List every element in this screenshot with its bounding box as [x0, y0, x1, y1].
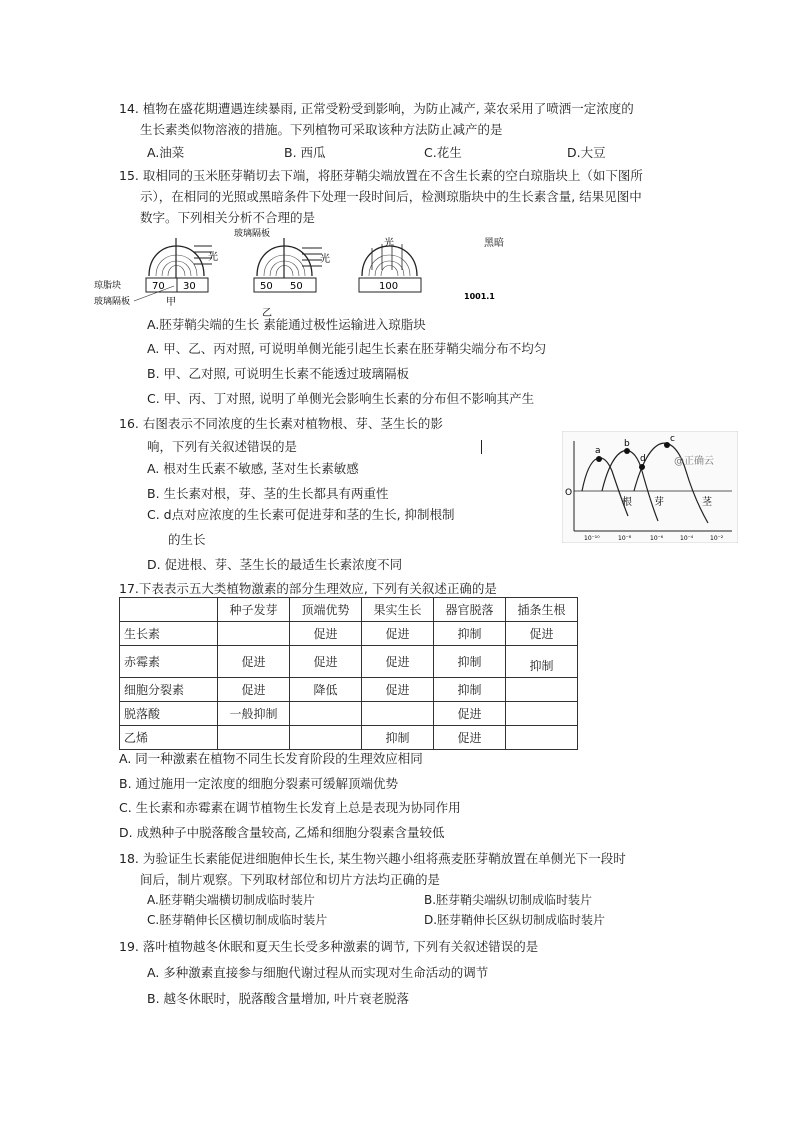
q18-stem-line1: 18. 为验证生长素能促进细胞伸长生长, 某生物兴趣小组将燕麦胚芽鞘放置在单侧光下一段时 [119, 851, 626, 866]
glass-plate-label-yi: 玻璃隔板 [234, 229, 271, 239]
q15-stem-line2: 示），在相同的光照或黑暗条件下处理一段时间后，检测琼脂块中的生长素含量, 结果见图中 [140, 189, 642, 204]
table-header-row [120, 598, 578, 622]
q17-option-c: C. 生长素和赤霉素在调节植物生长发育上总是表现为协同作用 [119, 800, 461, 815]
q14-option-c: C.花生 [424, 145, 462, 160]
table-row-label: 赤霉素 [120, 646, 218, 678]
table-row-label: 细胞分裂素 [120, 678, 218, 702]
q17-option-a: A. 同一种激素在植物不同生长发育阶段的生理效应相同 [119, 751, 423, 766]
table-row-label: 脱落酸 [120, 702, 218, 726]
table-row [120, 678, 578, 702]
q16-option-a: A. 根对生氏素不敏感, 茎对生长素敏感 [147, 461, 359, 476]
text-cursor-mark [481, 440, 482, 454]
table-cell [506, 702, 578, 726]
label-jia: 甲 [166, 297, 176, 308]
bud-label: 芽 [654, 497, 664, 508]
table-header-cell: 顶端优势 [290, 598, 362, 622]
x-tick-4: 10⁻⁴ [680, 535, 694, 542]
table-row-label: 乙烯 [120, 726, 218, 750]
x-tick-1: 10⁻¹⁰ [584, 535, 600, 542]
q15-stem-line3: 数字。下列相关分析不合理的是 [140, 210, 316, 225]
q18-stem-line2: 间后，制片观察。下列取材部位和切片方法均正确的是 [140, 872, 441, 887]
q16-option-c-cont: 的生长 [168, 532, 206, 547]
table-cell: 抑制 [362, 726, 434, 750]
q15-option-a2: A. 甲、乙、丙对照, 可说明单侧光能引起生长素在胚芽鞘尖端分布不均匀 [147, 341, 547, 356]
q14-stem-line1: 14. 植物在盛花期遭遇连续暴雨, 正常受粉受到影响，为防止减产, 菜农采用了喷洒一定浓度的 [119, 101, 634, 116]
light-label-jia: 光 [208, 252, 218, 263]
x-tick-2: 10⁻⁸ [618, 535, 632, 542]
table-cell [218, 622, 290, 646]
q14-option-d: D.大豆 [567, 145, 606, 160]
table-cell: 促进 [506, 622, 578, 646]
table-header-cell: 果实生长 [362, 598, 434, 622]
table-cell: 抑制 [434, 678, 506, 702]
table-cell [218, 726, 290, 750]
table-row [120, 646, 578, 678]
q18-option-c: C.胚芽鞘伸长区横切制成临时装片 [147, 913, 328, 927]
table-header-cell: 种子发芽 [218, 598, 290, 622]
table-cell: 促进 [218, 678, 290, 702]
q16-option-d: D. 促进根、芽、茎生长的最适生长素浓度不同 [147, 557, 403, 572]
q15-option-a: A.胚芽鞘尖端的生长 素能通过极性运输进入琼脂块 [147, 317, 426, 332]
table-cell: 促进 [218, 646, 290, 678]
table-cell [506, 726, 578, 750]
q16-option-b: B. 生长素对根，芽、茎的生长都具有两重性 [147, 486, 389, 501]
table-cell [362, 702, 434, 726]
origin-label: O [565, 488, 573, 498]
table-row [120, 622, 578, 646]
light-label-bing: 光 [384, 238, 394, 249]
root-label: 根 [622, 497, 632, 508]
hormone-effects-table [119, 597, 578, 750]
table-header-cell: 器官脱落 [434, 598, 506, 622]
q17-option-b: B. 通过施用一定浓度的细胞分裂素可缓解顶端优势 [119, 776, 399, 791]
point-d-label: d [640, 454, 646, 464]
point-b-label: b [624, 439, 630, 449]
agar-value-yi-right: 50 [290, 281, 303, 292]
light-label-yi: 光 [320, 254, 330, 265]
table-cell: 促进 [290, 646, 362, 678]
q18-option-d: D.胚芽鞘伸长区纵切制成临时装片 [424, 913, 606, 927]
q18-option-a: A.胚芽鞘尖端横切制成临时装片 [147, 893, 315, 907]
table-cell: 促进 [290, 622, 362, 646]
point-a [596, 456, 602, 462]
table-cell [290, 726, 362, 750]
dark-label: 黑暗 [484, 238, 504, 249]
agar-value-jia-left: 70 [152, 281, 165, 292]
table-cell: 促进 [434, 702, 506, 726]
q16-stem-line2: 响，下列有关叙述错误的是 [147, 439, 298, 454]
table-cell: 促进 [434, 726, 506, 750]
q19-option-b: B. 越冬休眠时，脱落酸含量增加, 叶片衰老脱落 [147, 991, 409, 1006]
q19-stem: 19. 落叶植物越冬休眠和夏天生长受多种激素的调节, 下列有关叙述错误的是 [119, 939, 539, 954]
agar-value-ding: 1001.1 [464, 292, 495, 301]
point-d [639, 464, 645, 470]
table-row [120, 702, 578, 726]
table-cell: 一般抑制 [218, 702, 290, 726]
x-tick-3: 10⁻⁶ [650, 535, 664, 542]
setup-bing [359, 236, 421, 292]
setup-yi [234, 227, 330, 318]
glass-plate-label-jia: 玻璃隔板 [94, 297, 131, 307]
auxin-concentration-graph [562, 431, 738, 543]
table-header-cell: 插条生根 [506, 598, 578, 622]
q18-option-b: B.胚芽鞘尖端纵切制成临时装片 [424, 893, 593, 907]
table-cell [290, 702, 362, 726]
q15-option-b: B. 甲、乙对照, 可说明生长素不能透过玻璃隔板 [147, 366, 409, 381]
table-row-label: 生长素 [120, 622, 218, 646]
q15-option-c: C. 甲、丙、丁对照, 说明了单侧光会影响生长素的分布但不影响其产生 [147, 391, 535, 406]
table-cell: 降低 [290, 678, 362, 702]
q17-option-d: D. 成熟种子中脱落酸含量较高, 乙烯和细胞分裂素含量较低 [119, 825, 445, 840]
agar-value-yi-left: 50 [260, 281, 273, 292]
agar-value-jia-right: 30 [183, 281, 196, 292]
q14-option-b: B. 西瓜 [284, 145, 326, 160]
agar-block-label: 琼脂块 [94, 281, 122, 291]
agar-value-bing: 100 [379, 281, 399, 292]
table-cell: 抑制 [434, 622, 506, 646]
table-cell: 促进 [362, 678, 434, 702]
table-cell: 促进 [362, 646, 434, 678]
q19-option-a: A. 多种激素直接参与细胞代谢过程从而实现对生命活动的调节 [147, 965, 489, 980]
q15-stem-line1: 15. 取相同的玉米胚芽鞘切去下端，将胚芽鞘尖端放置在不含生长素的空白琼脂块上（如下图所 [119, 168, 643, 183]
q14-option-a: A.油菜 [147, 145, 185, 160]
setup-jia [94, 238, 218, 308]
x-tick-5: 10⁻² [710, 535, 724, 542]
coleoptile-experiment-figure [94, 226, 524, 318]
q16-option-c: C. d点对应浓度的生长素可促进芽和茎的生长, 抑制根制 [147, 507, 455, 522]
table-header-cell [120, 598, 218, 622]
table-row [120, 726, 578, 750]
point-a-label: a [595, 446, 601, 456]
table-cell: 抑制 [434, 646, 506, 678]
label-yi: 乙 [262, 308, 272, 318]
q16-stem-line1: 16. 右图表示不同浓度的生长素对植物根、芽、茎生长的影 [119, 416, 443, 431]
table-cell: 促进 [362, 622, 434, 646]
q14-stem-line2: 生长素类似物溶液的措施。下列植物可采取该种方法防止减产的是 [140, 122, 503, 137]
q17-stem: 17.下表表示五大类植物激素的部分生理效应, 下列有关叙述正确的是 [119, 581, 497, 596]
table-cell [506, 678, 578, 702]
watermark: @正确云 [674, 456, 714, 467]
point-c-label: c [670, 434, 675, 444]
table-cell: 抑制 [506, 646, 578, 678]
stem-label: 茎 [702, 497, 712, 508]
setup-ding [464, 236, 504, 301]
